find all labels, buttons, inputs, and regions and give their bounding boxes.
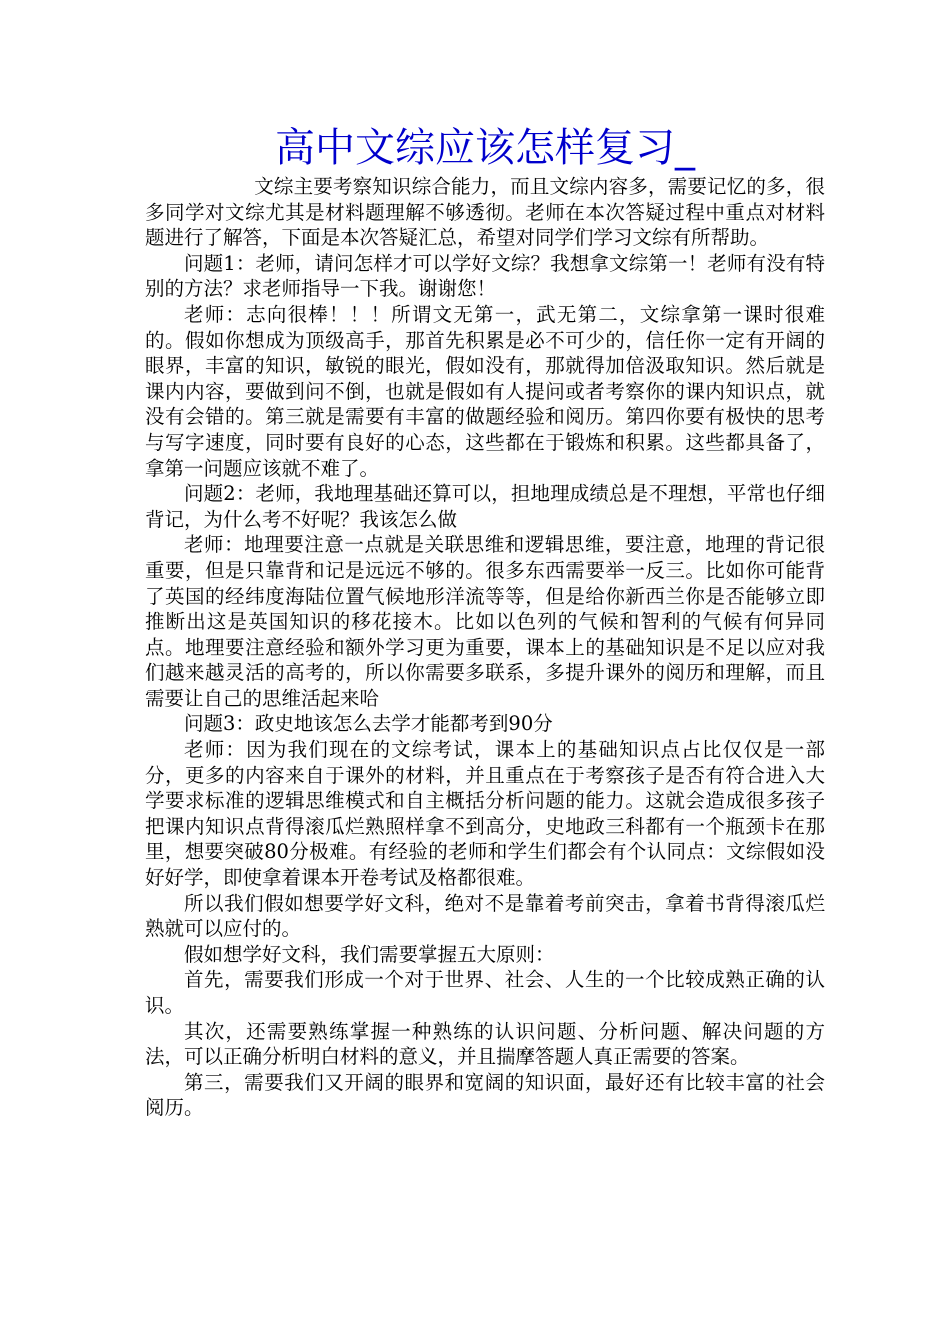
paragraph-intro: 文综主要考察知识综合能力，而且文综内容多，需要记忆的多，很多同学对文综尤其是材料题理解不够透彻。老师在本次答疑过程中重点对材料题进行了解答，下面是本次答疑汇总，希望对同学们学习文综有所帮助。 bbox=[145, 175, 825, 250]
paragraph-question-2: 问题2：老师，我地理基础还算可以，担地理成绩总是不理想，平常也仔细背记，为什么考不好呢？我该怎么做 bbox=[145, 482, 825, 531]
paragraph-principle-1: 首先，需要我们形成一个对于世界、社会、人生的一个比较成熟正确的认识。 bbox=[145, 968, 825, 1017]
paragraph-question-1: 问题1：老师，请问怎样才可以学好文综？我想拿文综第一！老师有没有特别的方法？求老师指导一下我。谢谢您！ bbox=[145, 251, 825, 301]
paragraph-question-3: 问题3：政史地该怎么去学才能都考到90分 bbox=[184, 712, 553, 736]
paragraph-answer-3: 老师：因为我们现在的文综考试，课本上的基础知识点占比仅仅是一部分，更多的内容来自于课外的材料，并且重点在于考察孩子是否有符合进入大学要求标准的逻辑思维模式和自主概括分析问题的能力。这就会造成很多孩子把课内知识点背得滚瓜烂熟照样拿不到高分，史地政三科都有一个瓶颈卡在那里，想要突破80分极难。有经验的老师和学生们都会有个认同点：文综假如没好好学，即使拿着课本开卷考试及格都很难。 bbox=[145, 738, 825, 890]
paragraph-principles-intro: 假如想学好文科，我们需要掌握五大原则： bbox=[184, 942, 555, 966]
paragraph-conclusion: 所以我们假如想要学好文科，绝对不是靠着考前突击，拿着书背得滚瓜烂熟就可以应付的。 bbox=[145, 891, 825, 941]
paragraph-principle-3: 第三，需要我们又开阔的眼界和宽阔的知识面，最好还有比较丰富的社会阅历。 bbox=[145, 1070, 825, 1120]
paragraph-answer-1: 老师：志向很棒！！！所谓文无第一，武无第二，文综拿第一课时很难的。假如你想成为顶级高手，那首先积累是必不可少的，信任你一定有开阔的眼界，丰富的知识，敏锐的眼光，假如没有，那就得加倍汲取知识。然后就是课内内容，要做到问不倒，也就是假如有人提问或者考察你的课内知识点，就没有会错的。第三就是需要有丰富的做题经验和阅历。第四你要有极快的思考与写字速度，同时要有良好的心态，这些都在于锻炼和积累。这些都具备了，拿第一问题应该就不难了。 bbox=[145, 302, 825, 480]
paragraph-principle-2: 其次，还需要熟练掌握一种熟练的认识问题、分析问题、解决问题的方法，可以正确分析明白材料的意义，并且揣摩答题人真正需要的答案。 bbox=[145, 1019, 825, 1069]
document-title: 高中文综应该怎样复习_ bbox=[275, 125, 695, 171]
document-page bbox=[145, 122, 825, 1121]
paragraph-answer-2: 老师：地理要注意一点就是关联思维和逻辑思维，要注意，地理的背记很重要，但是只靠背和记是远远不够的。很多东西需要举一反三。比如你可能背了英国的经纬度海陆位置气候地形洋流等等，但是给你新西兰你是否能够立即推断出这是英国知识的移花接木。比如以色列的气候和智利的气候有何异同点。地理要注意经验和额外学习更为重要，课本上的基础知识是不足以应对我们越来越灵活的高考的，所以你需要多联系，多提升课外的阅历和理解，而且需要让自己的思维活起来哈 bbox=[145, 533, 825, 710]
document-body bbox=[145, 174, 825, 1121]
